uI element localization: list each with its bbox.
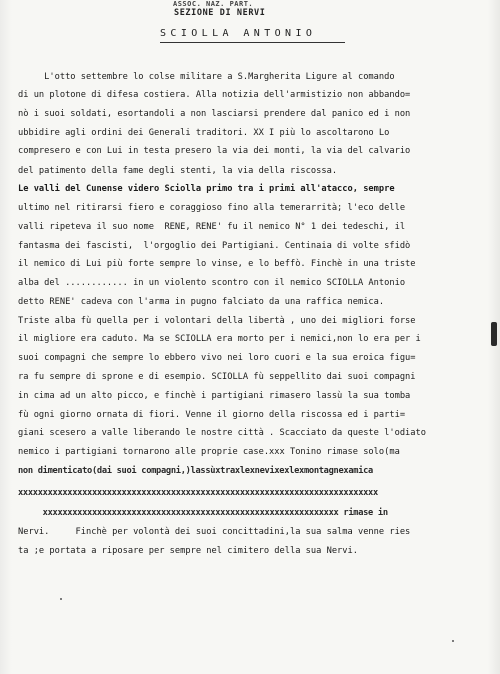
text-line: in cima ad un alto picco, e finchè i partigiani rimasero lassù la sua tomba xyxy=(18,391,411,401)
struck-text-line: xxxxxxxxxxxxxxxxxxxxxxxxxxxxxxxxxxxxxxxxxxxxxxxxxxxxxxxxxxxxxxxxxxxxxxxxx xyxy=(18,488,378,498)
text-line: suoi compagni che sempre lo ebbero vivo nei loro cuori e la sua eroica figu= xyxy=(18,353,416,363)
text-line: fantasma dei fascisti, l'orgoglio dei Partigiani. Centinaia di volte sfidò xyxy=(18,241,411,251)
text-line: giani scesero a valle liberando le nostre città . Scacciato da queste l'odiato xyxy=(18,428,426,438)
text-line: Nervi. Finchè per volontà dei suoi concittadini,la sua salma venne ries xyxy=(18,527,411,537)
text-line: detto RENE' cadeva con l'arma in pugno falciato da una raffica nemica. xyxy=(18,297,385,307)
struck-text-line: xxxxxxxxxxxxxxxxxxxxxxxxxxxxxxxxxxxxxxxxxxxxxxxxxxxxxxxxxxxx rimase in xyxy=(18,508,388,518)
text-line: ra fu sempre di sprone e di esempio. SCIOLLA fù seppellito dai suoi compagni xyxy=(18,372,416,382)
margin-ink-mark xyxy=(491,322,497,346)
text-line: nò i suoi soldati, esortandoli a non lasciarsi prendere dal panico ed i non xyxy=(18,109,411,119)
text-line: ultimo nel ritirarsi fiero e coraggioso fino alla temerarrità; l'eco delle xyxy=(18,203,406,213)
title-underline xyxy=(160,42,345,43)
text-line: il migliore era caduto. Ma se SCIOLLA era morto per i nemici,non lo era per i xyxy=(18,334,421,344)
text-line: ta ;e portata a riposare per sempre nel cimitero della sua Nervi. xyxy=(18,546,358,556)
ink-speck xyxy=(452,640,454,642)
text-line: ubbidire agli ordini dei Generali traditori. XX I più lo ascoltarono Lo xyxy=(18,128,390,138)
text-line: fù ogni giorno ornata di fiori. Venne il giorno della riscossa ed i parti= xyxy=(18,410,406,420)
text-line: di un plotone di difesa costiera. Alla notizia dell'armistizio non abbando= xyxy=(18,90,411,100)
header-section: SEZIONE DI NERVI xyxy=(174,8,266,18)
document-title: SCIOLLA ANTONIO xyxy=(160,28,317,39)
text-line: del patimento della fame degli stenti, la via della riscossa. xyxy=(18,166,338,176)
text-line: nemico i partigiani tornarono alle proprie case.xxx Tonino rimase solo(ma xyxy=(18,447,400,457)
text-line: alba del ............ in un violento scontro con il nemico SCIOLLA Antonio xyxy=(18,278,406,288)
header-stamp: ASSOC. NAZ. PART. xyxy=(173,0,254,8)
ink-speck xyxy=(60,598,62,600)
text-line: Le valli del Cunense videro Sciolla primo tra i primi all'atacco, sempre xyxy=(18,184,395,194)
text-line: il nemico di Lui più forte sempre lo vinse, e lo beffò. Finchè in una triste xyxy=(18,259,416,269)
text-line: L'otto settembre lo colse militare a S.Margherita Ligure al comando xyxy=(18,72,395,82)
text-line: valli ripeteva il suo nome RENE, RENE' fu il nemico N° 1 dei tedeschi, il xyxy=(18,222,406,232)
text-line: compresero e con Lui in testa presero la via dei monti, la via del calvario xyxy=(18,146,411,156)
text-line: Triste alba fù quella per i volontari della libertà , uno dei migliori forse xyxy=(18,316,416,326)
struck-text-line: non dimenticato(dai suoi compagni,)lassùxtraxlexnevixexlexmontagnexamica xyxy=(18,466,373,476)
